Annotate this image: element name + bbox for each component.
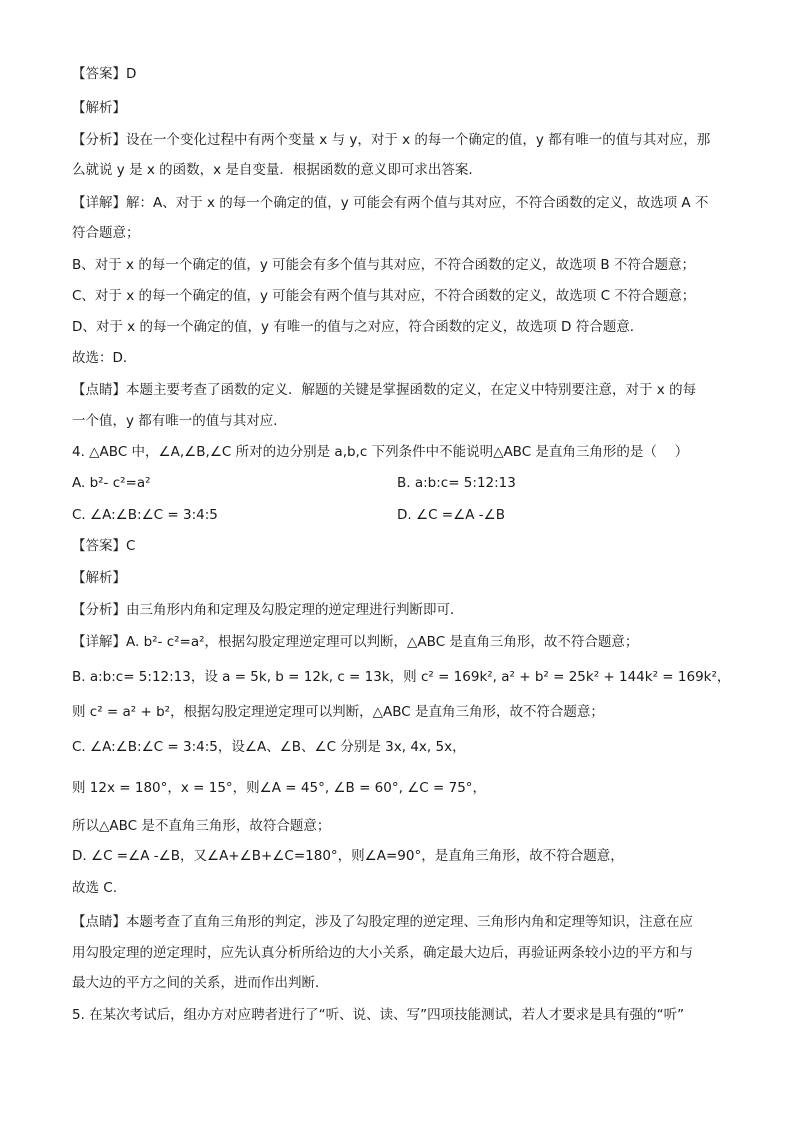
q4-option-c: C. ∠A:∠B:∠C = 3:4:5 bbox=[72, 507, 218, 523]
q4-choice: 故选 C. bbox=[72, 880, 118, 896]
answer-tag: 【答案】 bbox=[72, 66, 126, 82]
q3-option-c-line: C、对于 x 的每一个确定的值，y 可能会有两个值与其对应，不符合函数的定义，故选项 C 不符合题意； bbox=[72, 288, 696, 304]
q3-analysis-tag: 【解析】 bbox=[72, 100, 126, 116]
xiangjie-tag: 【详解】 bbox=[72, 195, 126, 211]
xiangjie-text: 解：A、对于 x 的每一个确定的值，y 可能会有两个值与其对应，不符合函数的定义，故选项 A 不 bbox=[126, 195, 709, 211]
q4-answer bbox=[72, 536, 722, 556]
fenxi-text: 由三角形内角和定理及勾股定理的逆定理进行判断即可． bbox=[126, 602, 464, 618]
q3-dianjing-l2: 一个值，y 都有唯一的值与其对应． bbox=[72, 413, 287, 429]
q3-option-b-line: B、对于 x 的每一个确定的值，y 可能会有多个值与其对应，不符合函数的定义，故选项 B 不符合题意； bbox=[72, 257, 695, 273]
q3-xiangjie-l2: 符合题意； bbox=[72, 225, 140, 241]
dianjing-tag: 【点睛】 bbox=[72, 914, 126, 930]
answer-value: D bbox=[126, 66, 137, 82]
q3-choice: 故选：D． bbox=[72, 350, 137, 366]
q4-xiangjie bbox=[72, 632, 722, 652]
q4-stem: 4. △ABC 中，∠A,∠B,∠C 所对的边分别是 a,b,c 下列条件中不能说明△ABC 是直角三角形的是（ ） bbox=[72, 444, 689, 460]
q4-dianjing-l2: 用勾股定理的逆定理时，应先认真分析所给边的大小关系，确定最大边后，再验证两条较小边的平方和与 bbox=[72, 945, 693, 961]
dianjing-text: 本题考查了直角三角形的判定，涉及了勾股定理的逆定理、三角形内角和定理等知识，注意在应 bbox=[126, 914, 693, 930]
fenxi-tag: 【分析】 bbox=[72, 602, 126, 618]
q4-option-a: A. b²- c²=a² bbox=[72, 475, 151, 491]
answer-tag: 【答案】 bbox=[72, 538, 126, 554]
q3-fenxi bbox=[72, 130, 722, 150]
xiangjie-tag: 【详解】 bbox=[72, 634, 126, 650]
fenxi-tag: 【分析】 bbox=[72, 132, 126, 148]
xiangjie-a-line: A. b²- c²=a²，根据勾股定理逆定理可以判断，△ABC 是直角三角形，故不符合题意； bbox=[126, 634, 639, 650]
q3-fenxi-l2: 么就说 y 是 x 的函数，x 是自变量．根据函数的意义即可求出答案． bbox=[72, 162, 482, 178]
q3-option-d-line: D、对于 x 的每一个确定的值，y 有唯一的值与之对应，符合函数的定义，故选项 D 符合题意． bbox=[72, 319, 644, 335]
q4-b-line2: 则 c² = a² + b²，根据勾股定理逆定理可以判断，△ABC 是直角三角形，故不符合题意； bbox=[72, 704, 604, 720]
q4-dianjing-l3: 最大边的平方之间的关系，进而作出判断． bbox=[72, 975, 329, 991]
q4-d-line: D. ∠C =∠A -∠B，又∠A+∠B+∠C=180°，则∠A=90°，是直角三角形，故不符合题意， bbox=[72, 848, 624, 864]
dianjing-tag: 【点睛】 bbox=[72, 382, 126, 398]
q4-c-line: C. ∠A:∠B:∠C = 3:4:5，设∠A、∠B、∠C 分别是 3x, 4x, 5x， bbox=[72, 739, 466, 755]
q4-c-line3: 所以△ABC 是不直角三角形，故符合题意； bbox=[72, 818, 331, 834]
q4-c-line2: 则 12x = 180°，x = 15°，则∠A = 45°, ∠B = 60°, ∠C = 75°， bbox=[72, 780, 487, 796]
q3-dianjing bbox=[72, 380, 722, 400]
q4-b-line: B. a:b:c= 5:12:13，设 a = 5k, b = 12k, c = 13k，则 c² = 169k², a² + b² = 25k² + 144k² = 169k²， bbox=[72, 669, 731, 685]
q5-stem: 5. 在某次考试后，组办方对应聘者进行了“听、说、读、写”四项技能测试，若人才要求是具有强的“听” bbox=[72, 1007, 685, 1023]
fenxi-text: 设在一个变化过程中有两个变量 x 与 y，对于 x 的每一个确定的值，y 都有唯一的值与其对应，那 bbox=[126, 132, 711, 148]
q4-analysis-tag: 【解析】 bbox=[72, 570, 126, 586]
answer-value: C bbox=[126, 538, 136, 554]
q3-answer bbox=[72, 64, 722, 84]
dianjing-text: 本题主要考查了函数的定义．解题的关键是掌握函数的定义，在定义中特别要注意，对于 x 的每 bbox=[126, 382, 697, 398]
q4-fenxi bbox=[72, 600, 722, 620]
q4-option-d: D. ∠C =∠A -∠B bbox=[397, 507, 505, 523]
q4-dianjing bbox=[72, 912, 722, 932]
q4-option-b: B. a:b:c= 5:12:13 bbox=[397, 475, 516, 491]
q3-xiangjie bbox=[72, 193, 722, 213]
